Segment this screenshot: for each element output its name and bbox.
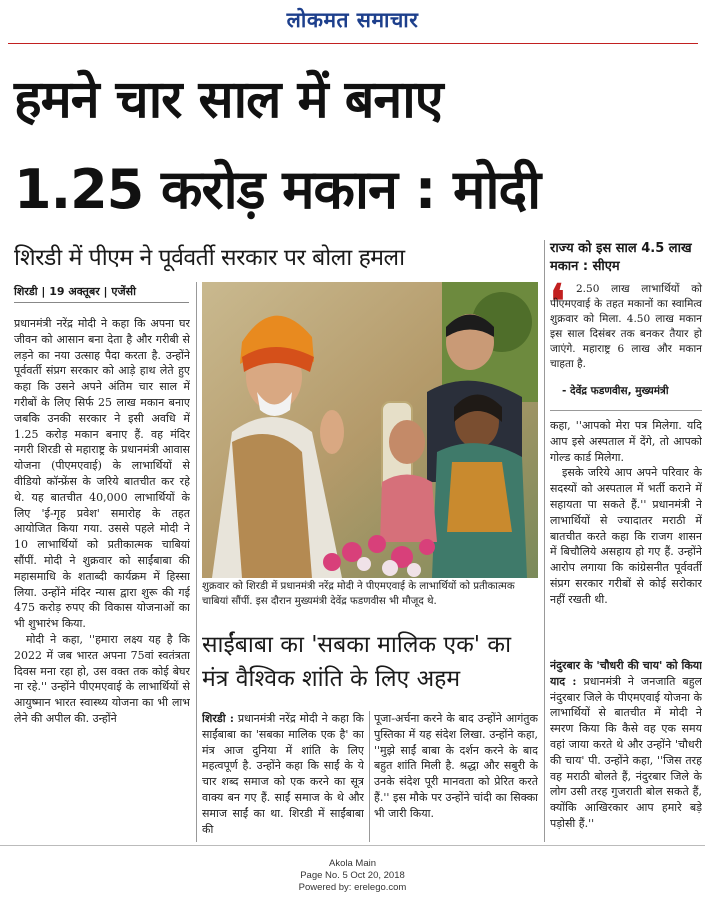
paragraph-text: प्रधानमंत्री नरेंद्र मोदी ने कहा कि साईंबाबा का 'सबका मालिक एक है' का मंत्र आज दुनिया में शांति के लिए महत्वपूर्ण है. उन्होंने कहा कि साईं के ये चार शब्द समाज को एक करने का सूत्र वाक्य बन गए हैं. साईं समाज के थे और समाज साईं का था. शिरडी में साईंबाबा की <box>202 712 364 836</box>
article-paragraph <box>550 658 702 832</box>
quote-mark-icon: ❛ <box>550 274 565 328</box>
dateline-lead: शिरडी : <box>202 712 234 725</box>
article-column-4 <box>550 658 702 842</box>
secondary-headline: साईंबाबा का 'सबका मालिक एक' का मंत्र वैश्विक शांति के लिए अहम <box>202 632 512 692</box>
page-info: Page No. 5 Oct 20, 2018 <box>300 870 405 881</box>
column-divider <box>196 282 197 842</box>
section-lead: नंदुरबार के 'चौधरी की चाय' को किया याद : <box>550 659 702 688</box>
subheadline: शिरडी में पीएम ने पूर्ववर्ती सरकार पर बोला हमला <box>14 245 405 271</box>
article-column-1 <box>14 316 190 842</box>
masthead-rule <box>8 43 698 44</box>
article-paragraph: प्रधानमंत्री नरेंद्र मोदी ने कहा कि अपना घर जीवन को आसान बना देता है और गरीबी से लड़ने का नया उत्साह पैदा करता है. उन्होंने पूर्ववर्ती संप्रग सरकार को आड़े हाथ लेते हुए कहा कि उसने अपने अंतिम चार साल में गरीबों के लिए सिर्फ 25 लाख मकान बनाए जबकि उनकी सरकार ने इसी अवधि में 1.25 करोड़ मकान बनाए हैं. वह मंदिर नगरी शिरडी से महाराष्ट्र के प्रधानमंत्री आवास योजना (पीएमएवाई) के लाभार्थियों से वीडियो कॉन्फ्रेंस के जरिये बातचीत कर रहे थे. यह बातचीत 40,000 लाभार्थियों के लिए 'ई-गृह प्रवेश' समारोह के तहत आयोजित किया गया. उससे पहले मोदी ने 10 लाभार्थियों को प्रतीकात्मक चाबियां सौंपीं. मोदी ने शुक्रवार को साईंबाबा की महासमाधि के शताब्दी कार्यक्रम में हिस्सा लिया. उन्होंने मंदिर न्यास द्वारा शुरू की गई 475 करोड़ रुपए की विकास योजनाओं का भी शुभारंभ किया. <box>14 317 190 631</box>
sidebar-quote-box <box>550 274 702 406</box>
headline-line-1: हमने चार साल में बनाए <box>14 70 443 130</box>
sidebar-divider <box>550 410 702 411</box>
article-column-2 <box>202 711 364 842</box>
column-divider <box>369 711 370 842</box>
newspaper-logo: लोकमत समाचार <box>286 8 419 32</box>
quote-author: - देवेंद्र फडणवीस, मुख्यमंत्री <box>562 385 669 397</box>
sidebar-quote <box>550 282 702 372</box>
article-paragraph: पूजा-अर्चना करने के बाद उन्होंने आगंतुक पुस्तिका में यह संदेश लिखा. उन्होंने कहा, ''मुझे साईं बाबा के दर्शन करने के बाद बहुत शांति मिली है. श्रद्धा और सबुरी के उनके संदेश पूरी मानवता को प्रेरित करते हैं.'' इस मौके पर उन्होंने चांदी का सिक्का भी जारी किया. <box>374 712 538 820</box>
headline-line-2: 1.25 करोड़ मकान : मोदी <box>14 158 541 221</box>
article-paragraph <box>202 711 364 837</box>
column-divider <box>544 240 545 842</box>
article-paragraph: इसके जरिये आप अपने परिवार के सदस्यों को अस्पताल में भर्ती कराने में सहायता पा सकते हैं.'' प्रधानमंत्री ने लाभार्थियों से ज्यादातर मराठी में बातचीत करते कहा कि राजग शासन में बिचौलिये असहाय हो गए हैं. उन्होंने आरोप लगाया कि कांग्रेसनीत पूर्ववर्ती संप्रग सरकार गरीबों से कोई सरोकार नहीं रखती थी. <box>550 466 702 606</box>
article-column-3 <box>374 711 538 842</box>
news-photo <box>202 282 538 578</box>
sidebar-headline: राज्य को इस साल 4.5 लाख मकान : सीएम <box>550 241 692 274</box>
quote-text: 2.50 लाख लाभार्थियों को पीएमएवाई के तहत मकानों का स्वामित्व शुक्रवार को मिला. 4.50 लाख मकान इस साल दिसंबर तक बनकर तैयार हो जाएंगे. महाराष्ट्र 6 लाख और मकान चाहता है. <box>550 283 702 370</box>
paragraph-text: प्रधानमंत्री ने जनजाति बहुल नंदुरबार जिले के पीएमएवाई योजना के लाभार्थियों से बातचीत में मोदी ने स्मरण किया कि कैसे वह एक समय वहां जाया करते थे और उन्होंने 'चौधरी की चाय' पी. उन्होंने कहा, ''जिस तरह वह मराठी बोलते हैं, नंदुरबार जिले के लोग उसी तरह गुजराती बोल सकते हैं, क्योंकि आखिरकार आप हमारे बड़े पड़ोसी हैं.'' <box>550 674 702 830</box>
article-column-4-top <box>550 418 702 614</box>
photo-caption: शुक्रवार को शिरडी में प्रधानमंत्री नरेंद्र मोदी ने पीएमएवाई के लाभार्थियों को प्रतीकात्मक चाबियां सौंपीं. इस दौरान मुख्यमंत्री देवेंद्र फडणवीस भी मौजूद थे. <box>202 581 515 607</box>
dateline-rule <box>14 302 189 303</box>
photo-illustration <box>202 282 538 578</box>
page-footer <box>0 858 705 894</box>
footer-rule <box>0 845 705 846</box>
dateline: शिरडी | 19 अक्तूबर | एजेंसी <box>14 285 136 298</box>
masthead <box>0 0 705 48</box>
article-paragraph: मोदी ने कहा, ''हमारा लक्ष्य यह है कि 2022 में जब भारत अपना 75वां स्वतंत्रता दिवस मना रहा हो, उस वक्त तक कोई बेघर ना रहे.'' उन्होंने पीएमएवाई के लाभार्थियों से आयुष्मान भारत स्वास्थ्य योजना का भी लाभ लेने की अपील की. उन्होंने <box>14 632 190 725</box>
article-paragraph: कहा, ''आपको मेरा पत्र मिलेगा. यदि आप इसे अस्पताल में देंगे, तो आपको गोल्ड कार्ड मिलेगा. <box>550 419 702 464</box>
powered-by: Powered by: erelego.com <box>298 882 407 893</box>
edition-name: Akola Main <box>329 858 376 869</box>
